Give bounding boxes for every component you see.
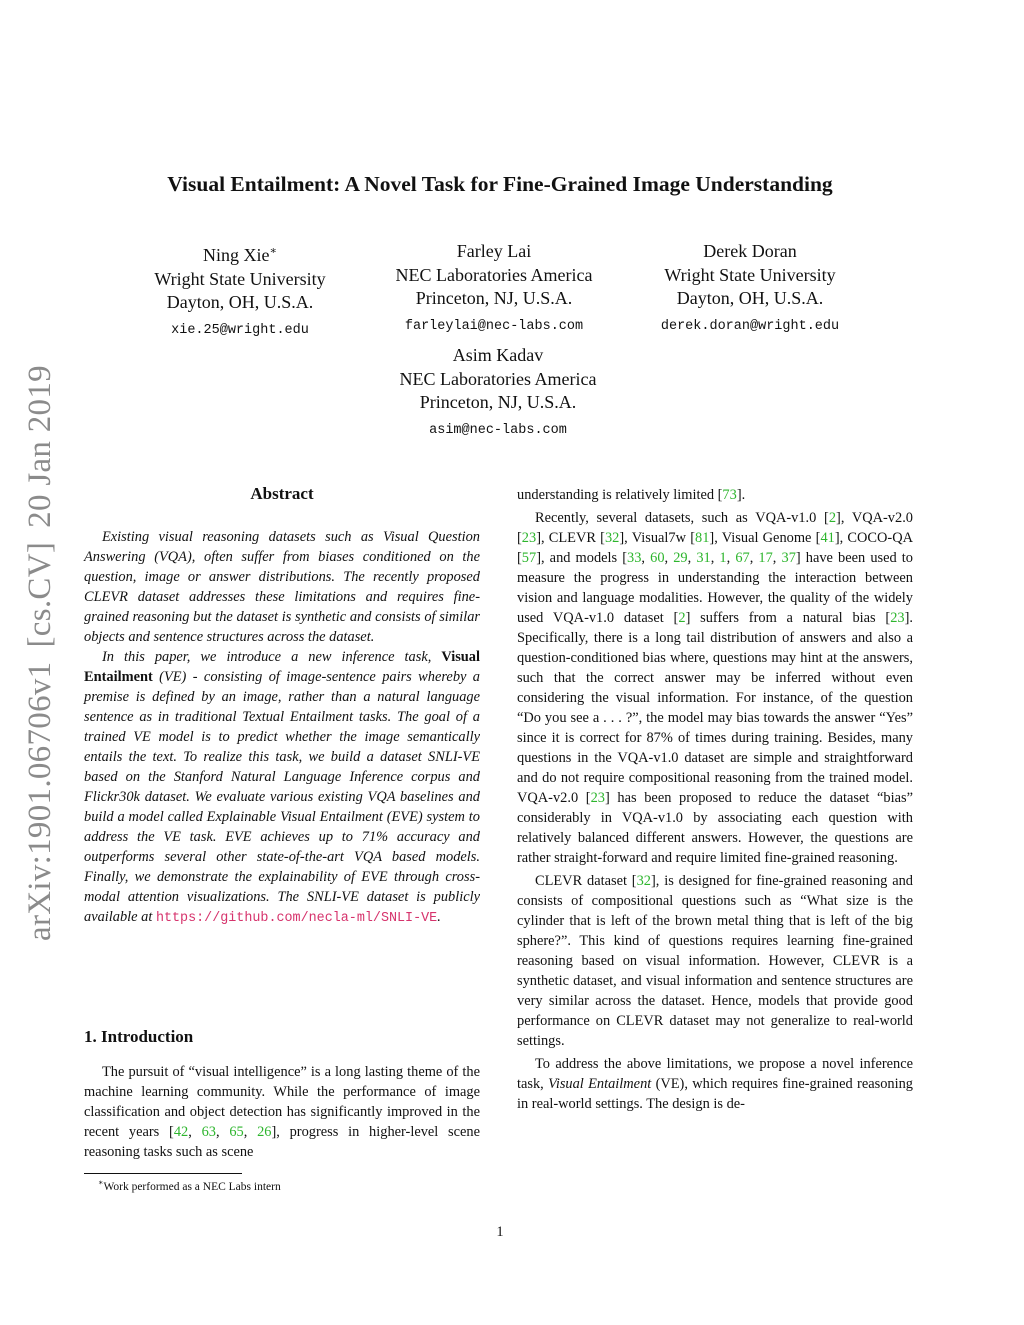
body-paragraph: The pursuit of “visual intelligence” is a long lasting theme of the machine learning community. While the performance of image classification and object detection has significantly improved in the recent years [42, 63, 65, 26], progress in higher-level scene reasoning tasks such as scene — [84, 1064, 480, 1160]
citation-link[interactable]: 31 — [696, 550, 711, 566]
arxiv-date: 20 Jan 2019 — [22, 365, 58, 528]
citation-link[interactable]: 26 — [257, 1124, 272, 1140]
dataset-link[interactable]: https://github.com/necla-ml/SNLI-VE — [155, 911, 438, 926]
body-paragraph: To address the above limitations, we propose a novel inference task, Visual Entailment (VE), which requires fine-grained reasoning in real-world settings. The design is de- — [517, 1056, 913, 1112]
author-email[interactable]: farleylai@nec-labs.com — [404, 318, 584, 334]
citation-link[interactable]: 41 — [820, 530, 835, 546]
citation-link[interactable]: 2 — [678, 610, 686, 626]
citation-link[interactable]: 1 — [719, 550, 727, 566]
abstract-paragraph: Existing visual reasoning datasets such as Visual Question Answering (VQA), often suffer from biases conditioned on the question, image or answer distributions. The recently proposed CLEVR dataset addresses these limitations and requires fine-grained reasoning but the dataset is synthetic and consists of similar objects and sentence structures across the dataset. — [84, 529, 480, 645]
author-location: Dayton, OH, U.S.A. — [166, 292, 314, 312]
citation-link[interactable]: 32 — [604, 530, 620, 546]
abstract-body — [84, 527, 480, 929]
citation-link[interactable]: 42 — [173, 1124, 189, 1140]
section-heading: 1. Introduction — [84, 1027, 194, 1046]
arxiv-category: [cs.CV] — [22, 541, 58, 648]
author-block — [120, 240, 360, 342]
page-number: 1 — [496, 1224, 504, 1240]
citation-link[interactable]: 17 — [758, 550, 773, 566]
author-location: Princeton, NJ, U.S.A. — [415, 288, 573, 308]
author-email[interactable]: derek.doran@wright.edu — [660, 318, 840, 334]
author-affiliation: Wright State University — [154, 268, 326, 289]
citation-link[interactable]: 57 — [521, 550, 537, 566]
right-column — [517, 485, 913, 1114]
arxiv-id: arXiv:1901.06706v1 — [22, 661, 58, 941]
author-affiliation: NEC Laboratories America — [399, 368, 597, 389]
abstract-paragraph: In this paper, we introduce a new inference task, Visual Entailment (VE) - consisting of image-sentence pairs whereby a premise is defined by an image, rather than a natural language sentence as in traditional Textual Entailment tasks. The goal of a trained VE model is to predict whether the image semantically entails the text. To realize this task, we build a dataset SNLI-VE based on the Stanford Natural Language Inference corpus and Flickr30k dataset. We evaluate various existing VQA baselines and build a model called Explainable Visual Entailment (EVE) system to address the VE task. EVE achieves up to 71% accuracy and outperforms several other state-of-the-art VQA based models. Finally, we demonstrate the explainability of EVE through cross-modal attention visualizations. The SNLI-VE dataset is publicly available at https://github.com/necla-ml/SNLI-VE. — [84, 649, 480, 926]
citation-link[interactable]: 23 — [890, 610, 905, 626]
citation-link[interactable]: 63 — [201, 1124, 216, 1140]
citation-link[interactable]: 23 — [521, 530, 537, 546]
citation-link[interactable]: 73 — [722, 487, 737, 503]
citation-link[interactable]: 32 — [636, 873, 651, 889]
author-block — [374, 240, 614, 338]
author-affiliation: NEC Laboratories America — [395, 264, 593, 285]
abstract-heading: Abstract — [250, 484, 314, 503]
author-footnote-mark: ∗ — [269, 245, 277, 257]
citation-link[interactable]: 23 — [590, 790, 605, 806]
citation-link[interactable]: 29 — [673, 550, 688, 566]
author-location: Dayton, OH, U.S.A. — [676, 288, 824, 308]
author-name: Derek Doran — [703, 241, 797, 261]
arxiv-stamp — [20, 343, 60, 963]
author-email[interactable]: xie.25@wright.edu — [171, 322, 309, 338]
author-location: Princeton, NJ, U.S.A. — [419, 392, 577, 412]
footnote: ∗Work performed as a NEC Labs intern — [98, 1178, 281, 1193]
body-paragraph: Recently, several datasets, such as VQA-v1.0 [2], VQA-v2.0 [23], CLEVR [32], Visual7w [81], Visual Genome [41], COCO-QA [57], and models [33, 60, 29, 31, 1, 67, 17, 37] have been used to measure the progress in understanding the interaction between vision and language modalities. However, the quality of the widely used VQA-v1.0 dataset [2] suffers from a natural bias [23]. Specifically, there is a long tail distribution of answers and also a question-conditioned bias where, questions may hint at the answers, such that the correct answer may be inferred without even considering the visual information. For instance, of the question “Do you see a . . . ?”, the model may bias towards the answer “Yes” since it is correct for 87% of times during training. Besides, many questions in the VQA-v1.0 dataset are simple and straightforward and do not require compositional reasoning from the trained model. VQA-v2.0 [23] has been proposed to reduce the dataset “bias” considerably in VQA-v1.0 by associating each question with relatively balanced different answers. However, the questions are rather straight-forward and require limited fine-grained reasoning. — [517, 510, 913, 866]
citation-link[interactable]: 33 — [627, 550, 642, 566]
footnote-rule — [84, 1173, 242, 1174]
citation-link[interactable]: 2 — [828, 510, 837, 526]
author-affiliation: Wright State University — [664, 264, 836, 285]
citation-link[interactable]: 65 — [229, 1124, 244, 1140]
citation-link[interactable]: 67 — [735, 550, 750, 566]
body-paragraph: CLEVR dataset [32], is designed for fine-grained reasoning and consists of compositional questions such as “What size is the cylinder that is left of the brown metal thing that is left of the big sphere?”. This kind of questions requires learning fine-grained reasoning based on visual information. However, CLEVR is a synthetic dataset, and visual information and sentence structures are very similar across the dataset. Hence, models that provide good performance on CLEVR dataset may not generalize to real-world settings. — [517, 873, 913, 1049]
author-block — [630, 240, 870, 338]
author-block — [374, 344, 622, 442]
author-email[interactable]: asim@nec-labs.com — [429, 422, 567, 438]
body-paragraph: understanding is relatively limited [73]. — [517, 487, 746, 503]
intro-body — [84, 1062, 480, 1162]
author-name: Asim Kadav — [452, 345, 544, 365]
paper-title: Visual Entailment: A Novel Task for Fine-Grained Image Understanding — [167, 172, 833, 196]
citation-link[interactable]: 37 — [781, 550, 796, 566]
citation-link[interactable]: 81 — [695, 530, 710, 546]
author-name: Farley Lai — [456, 241, 532, 261]
citation-link[interactable]: 60 — [650, 550, 665, 566]
author-name: Ning Xie — [203, 245, 270, 265]
